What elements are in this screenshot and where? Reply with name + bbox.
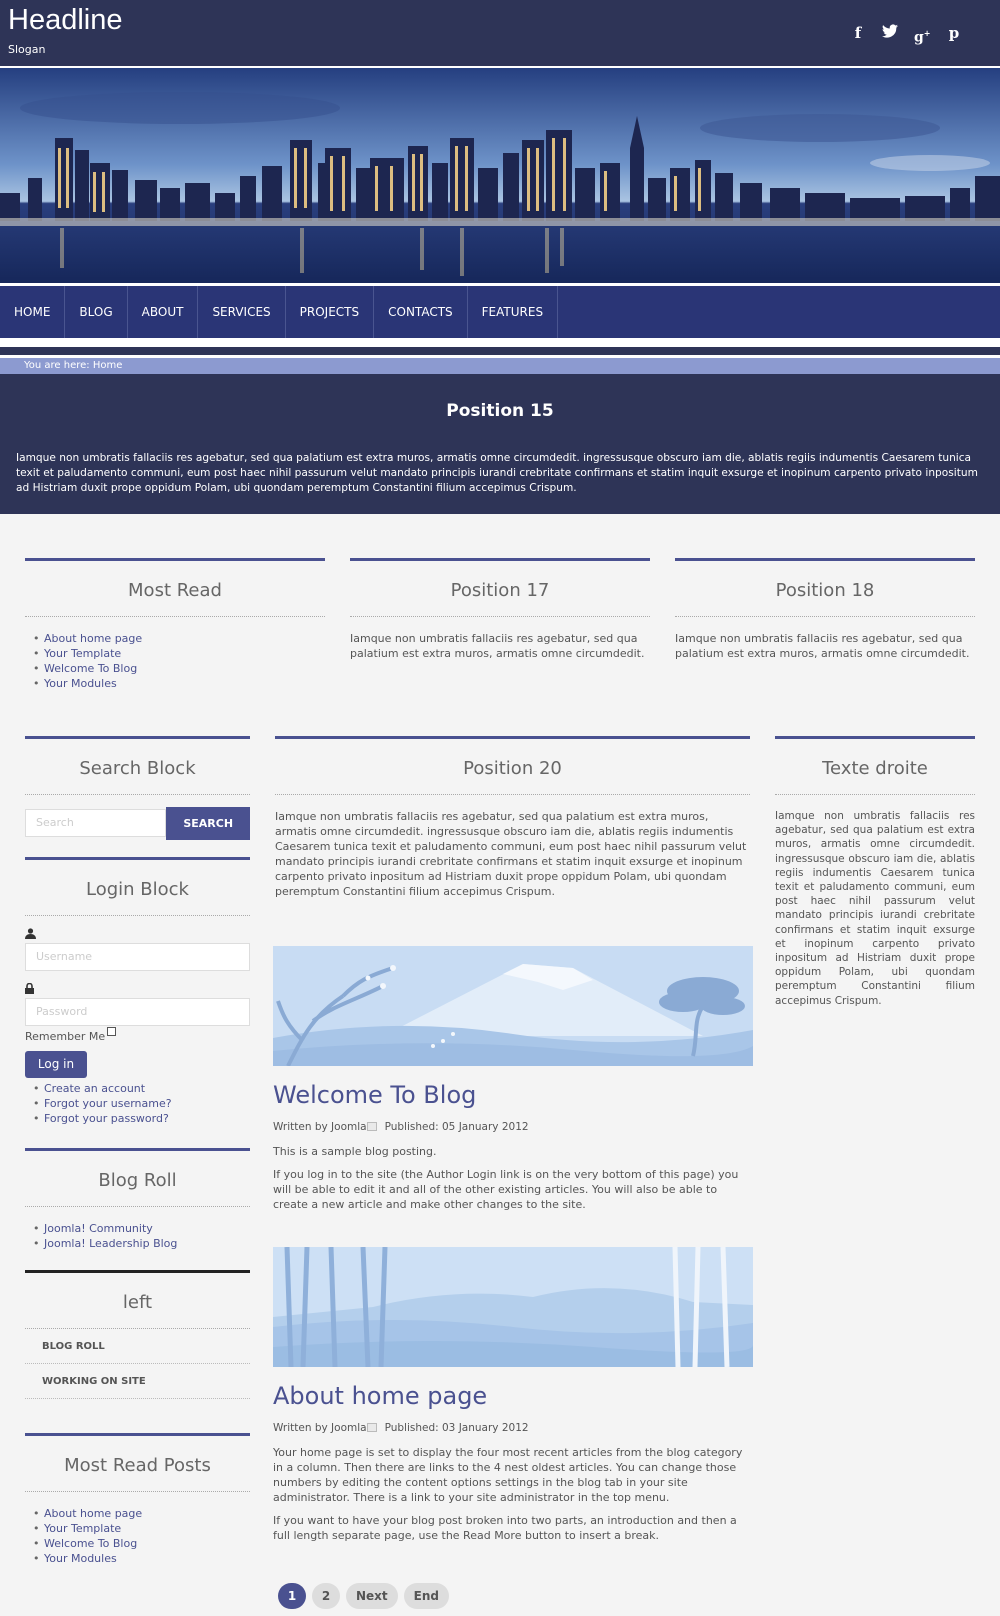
article-author: Written by Joomla	[273, 1121, 367, 1133]
search-input[interactable]: Search	[25, 809, 166, 837]
social-links	[850, 24, 962, 47]
article-published: Published: 03 January 2012	[384, 1422, 529, 1434]
login-module	[25, 857, 250, 1126]
position17-module	[350, 558, 650, 661]
facebook-icon[interactable]: f	[854, 24, 862, 42]
remember-me-row	[25, 1030, 250, 1043]
nav-item-contacts[interactable]: CONTACTS	[374, 286, 468, 338]
article-paragraph: Your home page is set to display the four most recent articles from the blog category in a column. Then there are links to the 4 nest oldest articles. You can change those numbers by editing the content options settings in the blog tab in your site administrator. There is a link to your site administrator in the top menu.	[273, 1446, 743, 1504]
login-block-title: Login Block	[86, 879, 189, 900]
article-paragraph: If you want to have your blog post broken into two parts, an introduction and then a full length separate page, use the Read More button to insert a break.	[273, 1514, 737, 1542]
blog-roll-module	[25, 1148, 250, 1251]
list-item[interactable]: • Your Modules	[25, 1551, 250, 1566]
position15-title: Position 15	[446, 401, 554, 421]
position15-section	[0, 374, 1000, 514]
password-field[interactable]: Password	[25, 998, 250, 1026]
list-item[interactable]: • Your Template	[25, 646, 325, 661]
article-author: Written by Joomla	[273, 1422, 367, 1434]
article-title[interactable]: About home page	[273, 1382, 488, 1410]
nav-item-home[interactable]: HOME	[0, 286, 65, 338]
left-menu-item-working-on-site[interactable]: WORKING ON SITE	[25, 1364, 250, 1399]
nav-item-projects[interactable]: PROJECTS	[286, 286, 374, 338]
site-header	[0, 0, 1000, 66]
most-read-title: Most Read	[128, 580, 222, 601]
page-2-button[interactable]: 2	[312, 1583, 340, 1609]
search-button[interactable]: SEARCH	[166, 807, 250, 840]
search-block-title: Search Block	[79, 758, 196, 779]
article-image[interactable]	[273, 946, 753, 1066]
article-paragraph: If you log in to the site (the Author Login link is on the very bottom of this page) you will be able to edit it and all of the other existing articles. You will also be able to create a new article and make other changes to the site.	[273, 1168, 739, 1211]
article-body	[273, 1445, 751, 1543]
list-item[interactable]: • Joomla! Community	[25, 1221, 250, 1236]
lock-icon	[25, 983, 250, 995]
position17-title: Position 17	[450, 580, 550, 601]
most-read-posts-title: Most Read Posts	[64, 1455, 211, 1476]
position18-text: Iamque non umbratis fallaciis res agebatur, sed qua palatium est extra muros, armatis omne circumdedit.	[675, 632, 970, 660]
breadcrumb: You are here: Home	[0, 358, 1000, 374]
most-read-posts-module	[25, 1433, 250, 1566]
google-plus-icon[interactable]: g+	[914, 28, 931, 46]
remember-me-label: Remember Me	[25, 1030, 106, 1043]
calendar-icon	[367, 1423, 377, 1432]
position15-text: Iamque non umbratis fallaciis res agebatur, sed qua palatium est extra muros, armatis omne circumdedit. ingressusque obscuro iam die, ablatis regiis indumentis Caesarem tunica texit et paludamento communi, eum post haec nihil passurum velut mandato principis iurandi crebritate confirmans et statim inquit exsurge et inopinum carpento privato inpositum ad Histriam duxit prope oppidum Polam, ubi quondam peremptum Constantini filium accepimus Crispum.	[16, 452, 978, 494]
user-icon	[25, 928, 250, 940]
city-skyline-banner	[0, 68, 1000, 283]
next-page-button[interactable]: Next	[346, 1583, 398, 1609]
texte-droite-module	[775, 736, 975, 1008]
nav-item-about[interactable]: ABOUT	[128, 286, 199, 338]
article-meta	[273, 1422, 529, 1434]
list-item[interactable]: • Your Modules	[25, 676, 325, 691]
site-headline[interactable]: Headline	[8, 4, 123, 36]
search-module	[25, 736, 250, 840]
blog-roll-title: Blog Roll	[98, 1170, 177, 1191]
nav-item-features[interactable]: FEATURES	[468, 286, 558, 338]
left-menu-title: left	[122, 1292, 153, 1313]
article-meta	[273, 1121, 529, 1133]
nav-sub-bar	[0, 347, 1000, 355]
end-page-button[interactable]: End	[404, 1583, 449, 1609]
position18-title: Position 18	[775, 580, 875, 601]
position20-text: Iamque non umbratis fallaciis res agebatur, sed qua palatium est extra muros, armatis omne circumdedit. ingressusque obscuro iam die, ablatis regiis indumentis Caesarem tunica texit et paludamento communi, eum post haec nihil passurum velut mandato principis iurandi crebritate confirmans et statim inquit exsurge et inopinum carpento privato inpositum ad Histriam duxit prope oppidum Polam, ubi quondam peremptum Constantini filium accepimus Crispum.	[275, 810, 747, 898]
username-field[interactable]: Username	[25, 943, 250, 971]
position20-title: Position 20	[463, 758, 562, 779]
most-read-module	[25, 558, 325, 691]
texte-droite-title: Texte droite	[822, 758, 928, 779]
list-item[interactable]: • Welcome To Blog	[25, 661, 325, 676]
page-1-button[interactable]: 1	[278, 1583, 306, 1609]
nav-item-services[interactable]: SERVICES	[198, 286, 285, 338]
article-image[interactable]	[273, 1247, 753, 1367]
calendar-icon	[367, 1122, 377, 1131]
pinterest-icon[interactable]: p	[948, 24, 960, 42]
list-item[interactable]: • Joomla! Leadership Blog	[25, 1236, 250, 1251]
nav-bottom-border	[0, 338, 1000, 347]
nav-item-blog[interactable]: BLOG	[65, 286, 127, 338]
pagination	[278, 1583, 449, 1609]
position18-module	[675, 558, 975, 661]
main-nav	[0, 286, 1000, 338]
forgot-username-link[interactable]: • Forgot your username?	[25, 1096, 250, 1111]
article-title[interactable]: Welcome To Blog	[273, 1081, 477, 1109]
forgot-password-link[interactable]: • Forgot your password?	[25, 1111, 250, 1126]
list-item[interactable]: • About home page	[25, 1506, 250, 1521]
login-button[interactable]: Log in	[25, 1051, 87, 1078]
article-body	[273, 1144, 751, 1212]
remember-me-checkbox[interactable]	[107, 1027, 116, 1036]
list-item[interactable]: • Your Template	[25, 1521, 250, 1536]
position20-module	[275, 736, 750, 899]
article-paragraph: This is a sample blog posting.	[273, 1145, 437, 1158]
list-item[interactable]: • About home page	[25, 631, 325, 646]
site-slogan: Slogan	[8, 43, 46, 56]
position17-text: Iamque non umbratis fallaciis res agebatur, sed qua palatium est extra muros, armatis omne circumdedit.	[350, 632, 645, 660]
texte-droite-text: Iamque non umbratis fallaciis res agebatur, sed qua palatium est extra muros, armatis omne circumdedit. ingressusque obscuro iam die, ablatis regiis indumentis Caesarem tunica texit et paludamento communi, eum post haec nihil passurum velut mandato principis iurandi crebritate confirmans et statim inquit exsurge et inopinum carpento privato inpositum ad Histriam duxit prope oppidum Polam, ubi quondam peremptum Constantini filium accepimus Crispum.	[775, 810, 975, 1007]
left-menu-module	[25, 1270, 250, 1399]
list-item[interactable]: • Welcome To Blog	[25, 1536, 250, 1551]
create-account-link[interactable]: • Create an account	[25, 1081, 250, 1096]
left-menu-item-blog-roll[interactable]: BLOG ROLL	[25, 1329, 250, 1364]
twitter-icon[interactable]	[882, 24, 898, 47]
article-published: Published: 05 January 2012	[384, 1121, 529, 1133]
